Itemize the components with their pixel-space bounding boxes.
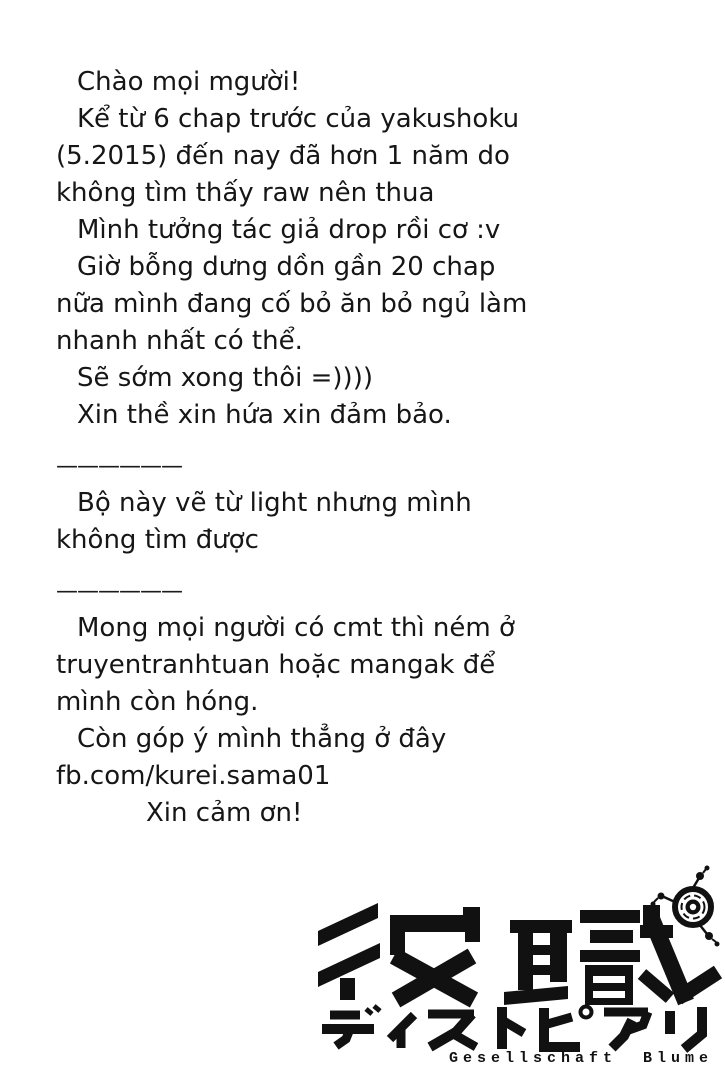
note-line: (5.2015) đến nay đã hơn 1 năm do [56,141,510,171]
note-line: Xin thề xin hứa xin đảm bảo. [77,400,452,430]
note-line: không tìm thấy raw nên thua [56,178,435,208]
note-line: không tìm được [56,525,259,555]
yakushoku-kanji-logo [318,862,725,1070]
divider-line: —————— [56,579,182,604]
note-line: Mong mọi người có cmt thì ném ở [77,613,515,643]
note-line: truyentranhtuan hoặc mangak để [56,650,496,680]
note-line: nhanh nhất có thể. [56,326,303,356]
divider-line: —————— [56,454,182,479]
translator-notes [56,64,695,832]
katakana-distopiari [322,1006,702,1049]
note-line: Còn góp ý mình thẳng ở đây [77,724,447,754]
note-line: Kể từ 6 chap trước của yakushoku [77,104,520,134]
note-line: fb.com/kurei.sama01 [56,761,331,791]
note-line: Xin cảm ơn! [146,798,303,828]
note-line: Giờ bỗng dưng dồn gần 20 chap [77,252,496,282]
series-logo [318,862,725,1070]
note-line: Sẽ sớm xong thôi =)))) [77,363,373,393]
note-line: Chào mọi mgười! [77,67,301,97]
kanji-yaku [318,903,480,1000]
logo-subtitle: Gesellschaft Blume [448,1050,713,1067]
note-line: nữa mình đang cố bỏ ăn bỏ ngủ làm [56,289,528,319]
note-line: Mình tưởng tác giả drop rồi cơ :v [77,215,501,245]
note-line: Bộ này vẽ từ light nhưng mình [77,488,472,518]
kanji-shoku [504,905,718,1005]
note-line: mình còn hóng. [56,687,259,717]
